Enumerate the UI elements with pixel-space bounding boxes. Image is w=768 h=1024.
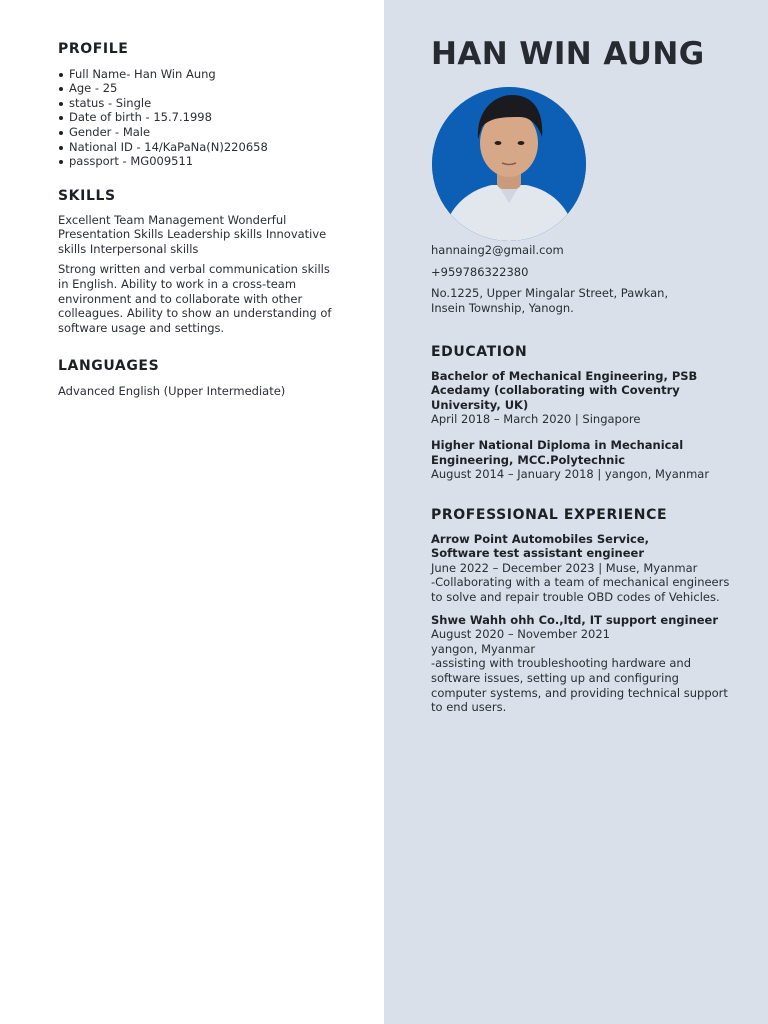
profile-item-passport: passport - MG009511 <box>58 154 358 169</box>
education-entry <box>431 369 731 427</box>
education-heading: EDUCATION <box>431 344 528 360</box>
languages-section <box>58 359 358 398</box>
candidate-name: HAN WIN AUNG <box>431 36 705 72</box>
address-text <box>431 286 731 315</box>
education-degree: Higher National Diploma in Mechanical Engineering, MCC.Polytechnic <box>431 437 684 467</box>
education-degree: Bachelor of Mechanical Engineering, PSB Acedamy (collaborating with Coventry University, UK) <box>431 368 698 412</box>
contact-section <box>431 243 731 315</box>
profile-item-full-name: Full Name- Han Win Aung <box>58 67 358 82</box>
profile-item-gender: Gender - Male <box>58 125 358 140</box>
skills-summary: Excellent Team Management Wonderful Presentation Skills Leadership skills Innovative skills Interpersonal skills <box>58 212 327 256</box>
experience-heading: PROFESSIONAL EXPERIENCE <box>431 507 668 523</box>
languages-heading: LANGUAGES <box>58 358 160 374</box>
profile-heading: PROFILE <box>58 41 129 57</box>
experience-location: yangon, Myanmar <box>431 641 536 656</box>
experience-section <box>431 508 731 715</box>
education-entry <box>431 438 731 482</box>
experience-dates: August 2020 – November 2021 <box>431 627 610 642</box>
experience-entry <box>431 613 731 715</box>
profile-item-date-of-birth: Date of birth - 15.7.1998 <box>58 110 358 125</box>
person-portrait-icon <box>432 87 586 241</box>
address-line-2: Insein Township, Yanogn. <box>431 300 574 315</box>
experience-dates: June 2022 – December 2023 | Muse, Myanmar <box>431 560 698 575</box>
experience-description: -Collaborating with a team of mechanical engineers to solve and repair trouble OBD codes of Vehicles. <box>431 575 730 604</box>
profile-photo <box>432 87 586 241</box>
education-dates: April 2018 – March 2020 | Singapore <box>431 412 641 427</box>
email-text: hannaing2@gmail.com <box>431 243 564 257</box>
experience-description: -assisting with troubleshooting hardware and software issues, setting up and configuring computer systems, and providing technical support to end users. <box>431 656 728 715</box>
skills-description: Strong written and verbal communication skills in English. Ability to work in a cross-team environment and to collaborate with other colleagues. Ability to show an understanding of software usage and settings. <box>58 262 332 335</box>
profile-item-age: Age - 25 <box>58 81 358 96</box>
education-section <box>431 345 731 482</box>
experience-company-role: Shwe Wahh ohh Co.,ltd, IT support engineer <box>431 612 719 627</box>
experience-entry <box>431 532 731 605</box>
profile-section <box>58 42 358 169</box>
profile-list <box>58 67 358 169</box>
languages-text: Advanced English (Upper Intermediate) <box>58 383 286 398</box>
experience-company: Arrow Point Automobiles Service, <box>431 531 650 546</box>
skills-heading: SKILLS <box>58 188 116 204</box>
phone-text: +959786322380 <box>431 264 529 279</box>
profile-item-national-id: National ID - 14/KaPaNa(N)220658 <box>58 140 358 155</box>
skills-section <box>58 189 338 335</box>
experience-role: Software test assistant engineer <box>431 546 644 561</box>
education-dates: August 2014 – January 2018 | yangon, Myanmar <box>431 467 710 482</box>
profile-item-status: status - Single <box>58 96 358 111</box>
address-line-1: No.1225, Upper Mingalar Street, Pawkan, <box>431 286 669 301</box>
